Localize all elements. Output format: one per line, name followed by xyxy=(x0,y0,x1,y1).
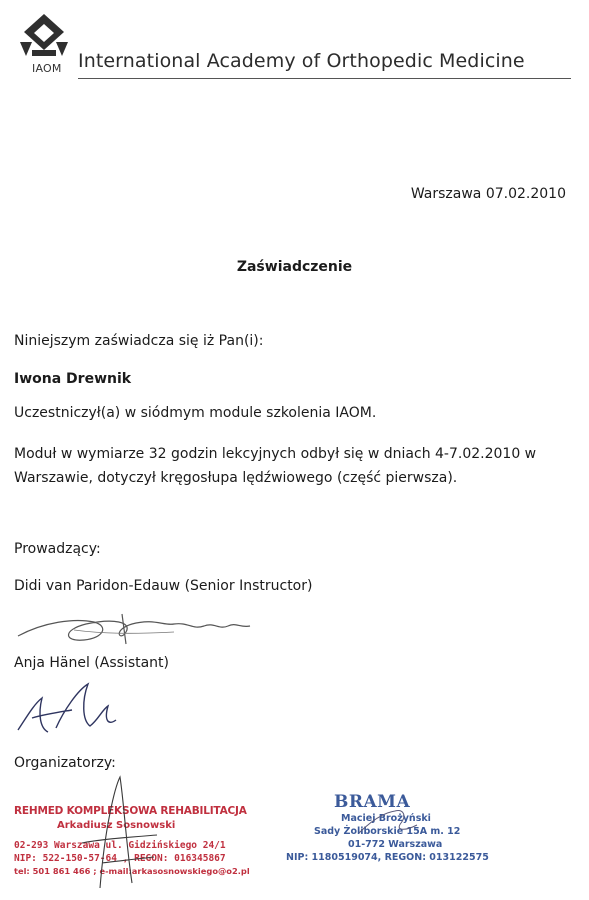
brama-city: 01-772 Warszawa xyxy=(348,839,443,850)
recipient-name: Iwona Drewnik xyxy=(14,371,132,387)
rehmed-company: REHMED KOMPLEKSOWA REHABILITACJA xyxy=(14,805,247,817)
signature-senior-instructor xyxy=(14,600,254,648)
signature-rehmed xyxy=(62,773,167,893)
brama-owner: Maciej Brożyński xyxy=(341,813,431,824)
instructors-label: Prowadzący: xyxy=(14,541,101,557)
organizers-label: Organizatorzy: xyxy=(14,755,116,771)
instructor-assistant: Anja Hänel (Assistant) xyxy=(14,655,170,671)
signature-assistant xyxy=(12,680,132,742)
instructor-senior: Didi van Paridon-Edauw (Senior Instructor) xyxy=(14,578,313,594)
rehmed-contact: tel: 501 861 466 ; e-mail:arkasosnowskiego@o2.pl xyxy=(14,866,250,876)
rehmed-tax-ids: NIP: 522-150-57-64 , REGON: 016345867 xyxy=(14,853,226,864)
brama-street: Sady Żoliborskie 15A m. 12 xyxy=(314,826,461,837)
letterhead-divider xyxy=(78,78,571,79)
rehmed-owner: Arkadiusz Sosnowski xyxy=(57,820,176,831)
document-title: Zaświadczenie xyxy=(236,259,353,275)
organization-name: International Academy of Orthopedic Medicine xyxy=(78,50,525,72)
brama-tax-ids: NIP: 1180519074, REGON: 013122575 xyxy=(286,852,489,863)
iaom-logo xyxy=(18,12,70,58)
signature-brama xyxy=(355,803,425,843)
brama-company: BRAMA xyxy=(334,792,411,812)
module-description: Moduł w wymiarze 32 godzin lekcyjnych odbył się w dniach 4-7.02.2010 w Warszawie, dotyczył kręgosłupa lędźwiowego (część pierwsza). xyxy=(14,446,537,486)
logo-label: IAOM xyxy=(32,62,62,75)
rehmed-address: 02-293 Warszawa ul. Gidzińskiego 24/1 xyxy=(14,840,226,851)
participation-text: Uczestniczył(a) w siódmym module szkolenia IAOM. xyxy=(14,405,377,421)
intro-text: Niniejszym zaświadcza się iż Pan(i): xyxy=(14,333,264,349)
document-date: Warszawa 07.02.2010 xyxy=(410,186,566,202)
